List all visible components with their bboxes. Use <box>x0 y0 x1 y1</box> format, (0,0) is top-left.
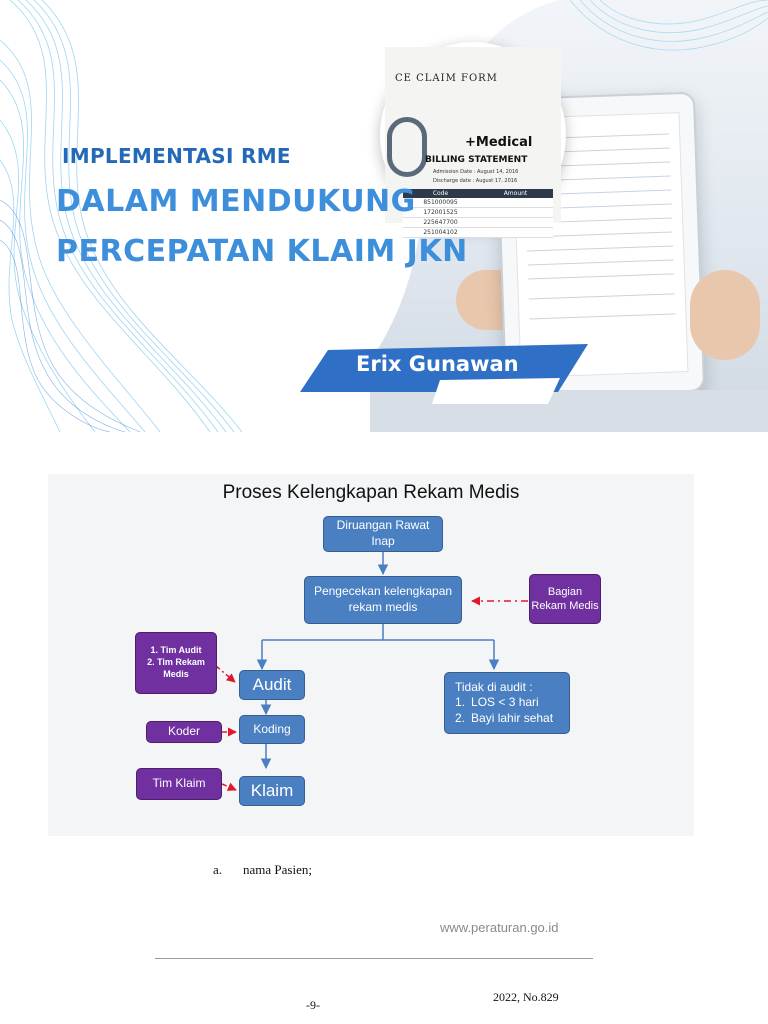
claim-form-image: CE CLAIM FORM +Medical BILLING STATEMENT Admission Date : August 14, 2016 Discharge date : August 17, 2016 Code Amount 851000095 172001525 225647700 251004102 <box>380 42 566 228</box>
dash-timklaim-klaim <box>222 784 236 790</box>
node-tidak-di-audit: Tidak di audit : 1. LOS < 3 hari 2. Bayi lahir sehat <box>444 672 570 734</box>
regulation-page <box>0 846 768 1024</box>
tidak-audit-item: 2. Bayi lahir sehat <box>455 710 554 725</box>
cover-page <box>0 0 768 432</box>
tidak-audit-item: 1. LOS < 3 hari <box>455 695 539 710</box>
node-audit: Audit <box>239 670 305 700</box>
flowchart <box>48 474 694 836</box>
node-koder: Koder <box>146 721 222 743</box>
flowchart-title: Proses Kelengkapan Rekam Medis <box>222 482 520 503</box>
author-name: Erix Gunawan <box>356 352 519 376</box>
stethoscope-icon <box>387 117 427 177</box>
node-koding: Koding <box>239 715 305 744</box>
node-bagian-rekam-medis: Bagian Rekam Medis <box>529 574 601 624</box>
billing-table: Code Amount 851000095 172001525 225647700 251004102 <box>403 189 553 238</box>
regulation-reference: 2022, No.829 <box>493 990 559 1004</box>
footer-divider <box>155 958 593 959</box>
watermark-url: www.peraturan.go.id <box>440 920 559 935</box>
regulation-item: a. nama Pasien; <box>213 862 312 877</box>
page-number: -9- <box>306 998 320 1012</box>
cover-title-line2: PERCEPATAN KLAIM JKN <box>56 234 468 269</box>
cover-subtitle: IMPLEMENTASI RME <box>62 144 291 168</box>
cover-title-line1: DALAM MENDUKUNG <box>56 184 416 219</box>
node-ruangan: Diruangan Rawat Inap <box>323 516 443 552</box>
dash-tim-audit <box>216 666 235 682</box>
author-label: oleh: <box>356 318 390 332</box>
node-pengecekan: Pengecekan kelengkapan rekam medis <box>304 576 462 624</box>
node-tim-klaim: Tim Klaim <box>136 768 222 800</box>
node-klaim: Klaim <box>239 776 305 806</box>
node-tim-audit: 1. Tim Audit 2. Tim Rekam Medis <box>135 632 217 694</box>
